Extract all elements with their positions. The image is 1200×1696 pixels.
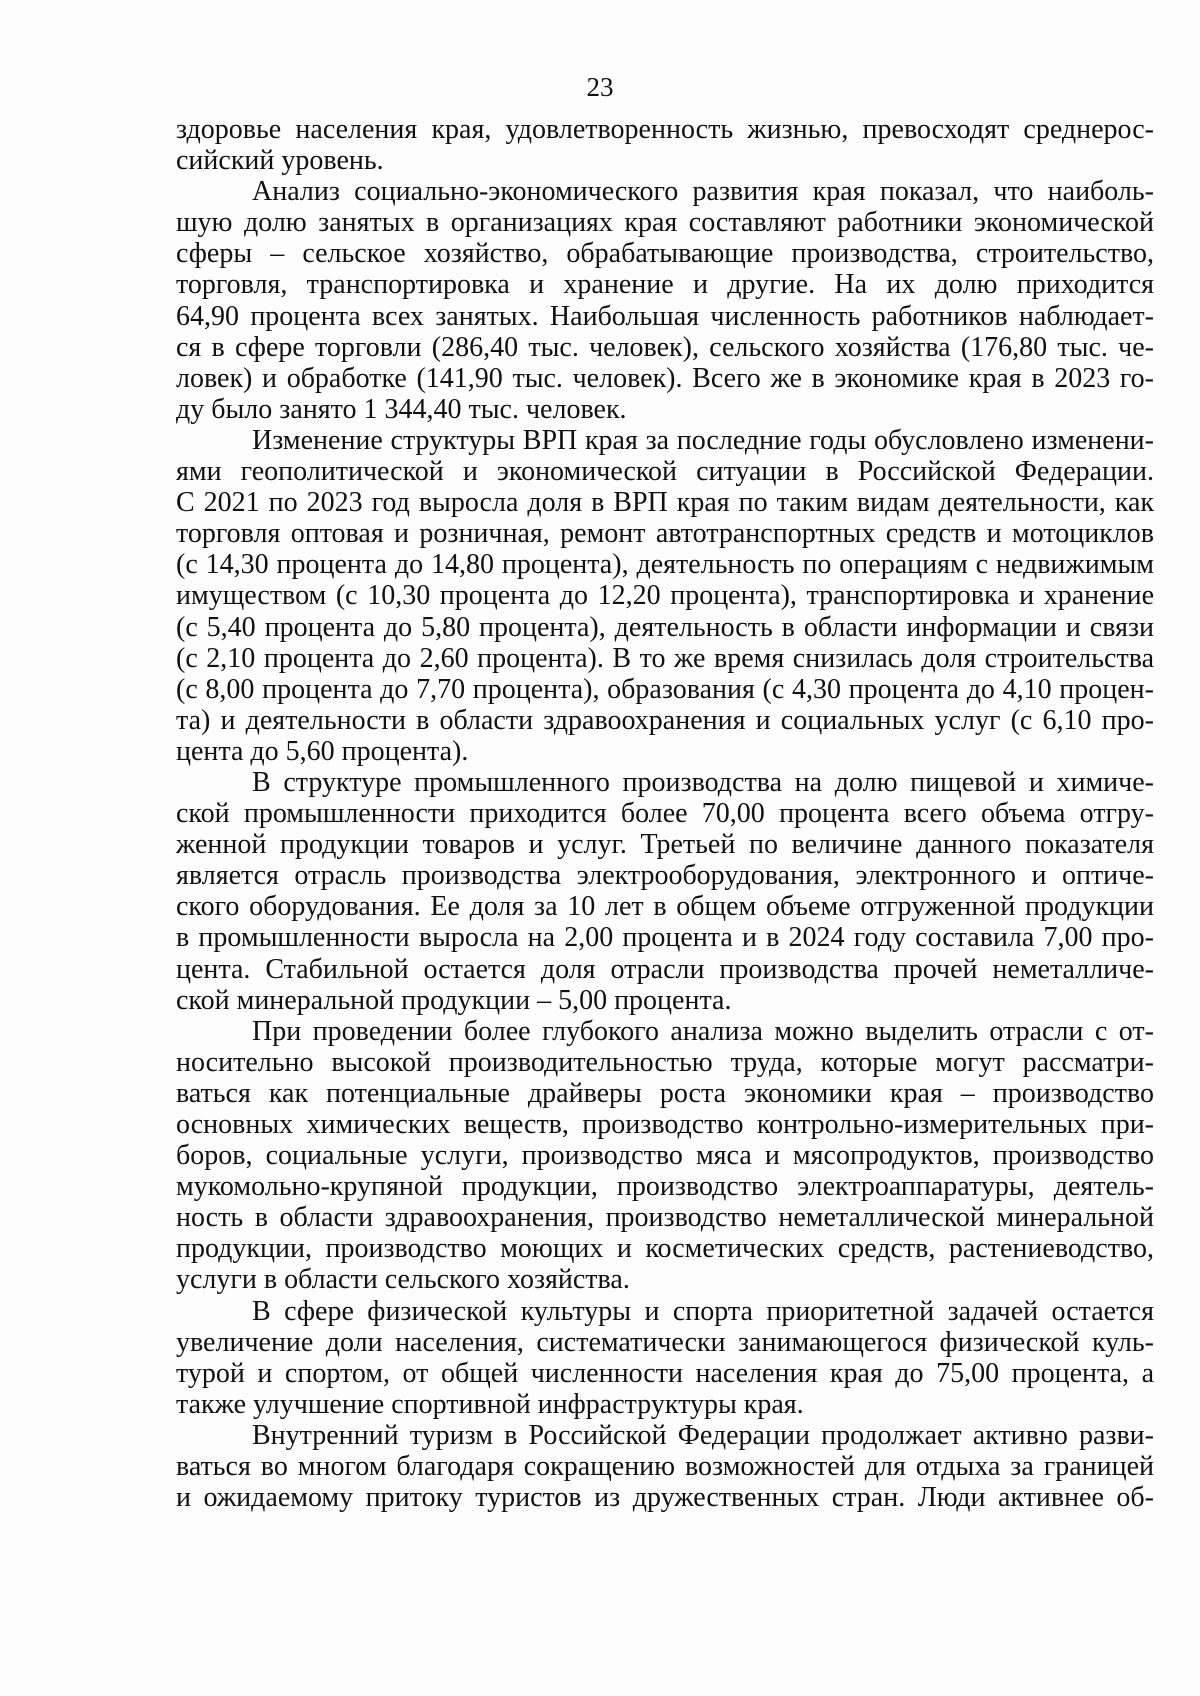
text-line: ваться во многом благодаря сокращению возможностей для отдыха за границей <box>176 1451 1154 1483</box>
text-line: торговля, транспортировка и хранение и другие. На их долю приходится <box>176 269 1154 301</box>
text-line: носительно высокой производительностью труда, которые могут рассматри- <box>176 1046 1154 1078</box>
text-line: увеличение доли населения, систематически занимающегося физической куль- <box>176 1326 1154 1358</box>
page-number: 23 <box>586 72 614 102</box>
text-line: ся в сфере торговли (286,40 тыс. человек), сельского хозяйства (176,80 тыс. че- <box>176 331 1154 363</box>
text-line: имуществом (с 10,30 процента до 12,20 процента), транспортировка и хранение <box>176 580 1154 612</box>
text-line: (с 5,40 процента до 5,80 процента), деятельность в области информации и связи <box>176 611 1154 643</box>
text-line: в промышленности выросла на 2,00 процента и в 2024 году составила 7,00 про- <box>176 922 1154 954</box>
text-line: является отрасль производства электрооборудования, электронного и оптиче- <box>176 860 1154 892</box>
text-line: В структуре промышленного производства на долю пищевой и химиче- <box>252 766 1154 798</box>
paragraph <box>176 176 1154 425</box>
text-line: ду было занято 1 344,40 тыс. человек. <box>176 393 627 425</box>
document-body <box>176 114 1154 1513</box>
text-line: женной продукции товаров и услуг. Третьей по величине данного показателя <box>176 829 1154 861</box>
text-line: сферы – сельское хозяйство, обрабатывающие производства, строительство, <box>176 238 1154 270</box>
text-line: ского оборудования. Ее доля за 10 лет в общем объеме отгруженной продукции <box>176 891 1154 923</box>
text-line: цента до 5,60 процента). <box>176 735 469 767</box>
text-line: турой и спортом, от общей численности населения края до 75,00 процента, а <box>176 1357 1154 1389</box>
text-line: ями геополитической и экономической ситуации в Российской Федерации. <box>176 456 1154 488</box>
text-line: шую долю занятых в организациях края составляют работники экономической <box>176 207 1154 239</box>
text-line: ской минеральной продукции – 5,00 процента. <box>176 984 732 1016</box>
text-line: 64,90 процента всех занятых. Наибольшая численность работников наблюдает- <box>176 300 1154 332</box>
text-line: цента. Стабильной остается доля отрасли производства прочей неметалличе- <box>176 953 1154 985</box>
text-line: сийский уровень. <box>176 145 384 177</box>
text-line: (с 8,00 процента до 7,70 процента), образования (с 4,30 процента до 4,10 процен- <box>176 673 1154 705</box>
text-line: торговля оптовая и розничная, ремонт автотранспортных средств и мотоциклов <box>176 518 1154 550</box>
text-line: основных химических веществ, производство контрольно-измерительных при- <box>176 1109 1154 1140</box>
text-line: ваться как потенциальные драйверы роста экономики края – производство <box>176 1077 1154 1109</box>
text-line: Анализ социально-экономического развития края показал, что наиболь- <box>252 176 1154 208</box>
text-line: Внутренний туризм в Российской Федерации продолжает активно разви- <box>252 1419 1154 1451</box>
text-line: ность в области здравоохранения, производство неметаллической минеральной <box>176 1202 1154 1234</box>
text-line: ской промышленности приходится более 70,00 процента всего объема отгру- <box>176 798 1154 830</box>
text-line: здоровье населения края, удовлетворенность жизнью, превосходят среднерос- <box>176 114 1154 145</box>
text-line: и ожидаемому притоку туристов из дружественных стран. Люди активнее об- <box>176 1482 1154 1514</box>
paragraph <box>176 425 1154 767</box>
paragraph <box>176 1016 1154 1296</box>
text-line: боров, социальные услуги, производство мяса и мясопродуктов, производство <box>176 1140 1154 1172</box>
paragraph <box>176 767 1154 1016</box>
text-line: (с 14,30 процента до 14,80 процента), деятельность по операциям с недвижимым <box>176 549 1154 581</box>
text-line: мукомольно-крупяной продукции, производство электроаппаратуры, деятель- <box>176 1171 1154 1203</box>
text-line: услуги в области сельского хозяйства. <box>176 1264 630 1296</box>
text-line: продукции, производство моющих и косметических средств, растениеводство, <box>176 1233 1154 1265</box>
text-line: (с 2,10 процента до 2,60 процента). В то же время снизилась доля строительства <box>176 642 1154 674</box>
paragraph <box>176 114 1154 176</box>
text-line: С 2021 по 2023 год выросла доля в ВРП края по таким видам деятельности, как <box>176 487 1154 519</box>
text-line: также улучшение спортивной инфраструктуры края. <box>176 1388 804 1420</box>
text-line: Изменение структуры ВРП края за последние годы обусловлено изменени- <box>252 424 1154 456</box>
text-line: В сфере физической культуры и спорта приоритетной задачей остается <box>252 1295 1154 1327</box>
text-line: При проведении более глубокого анализа можно выделить отрасли с от- <box>252 1015 1154 1047</box>
text-line: ловек) и обработке (141,90 тыс. человек). Всего же в экономике края в 2023 го- <box>176 362 1154 394</box>
paragraph <box>176 1296 1154 1420</box>
paragraph <box>176 1420 1154 1513</box>
text-line: та) и деятельности в области здравоохранения и социальных услуг (с 6,10 про- <box>176 704 1154 736</box>
